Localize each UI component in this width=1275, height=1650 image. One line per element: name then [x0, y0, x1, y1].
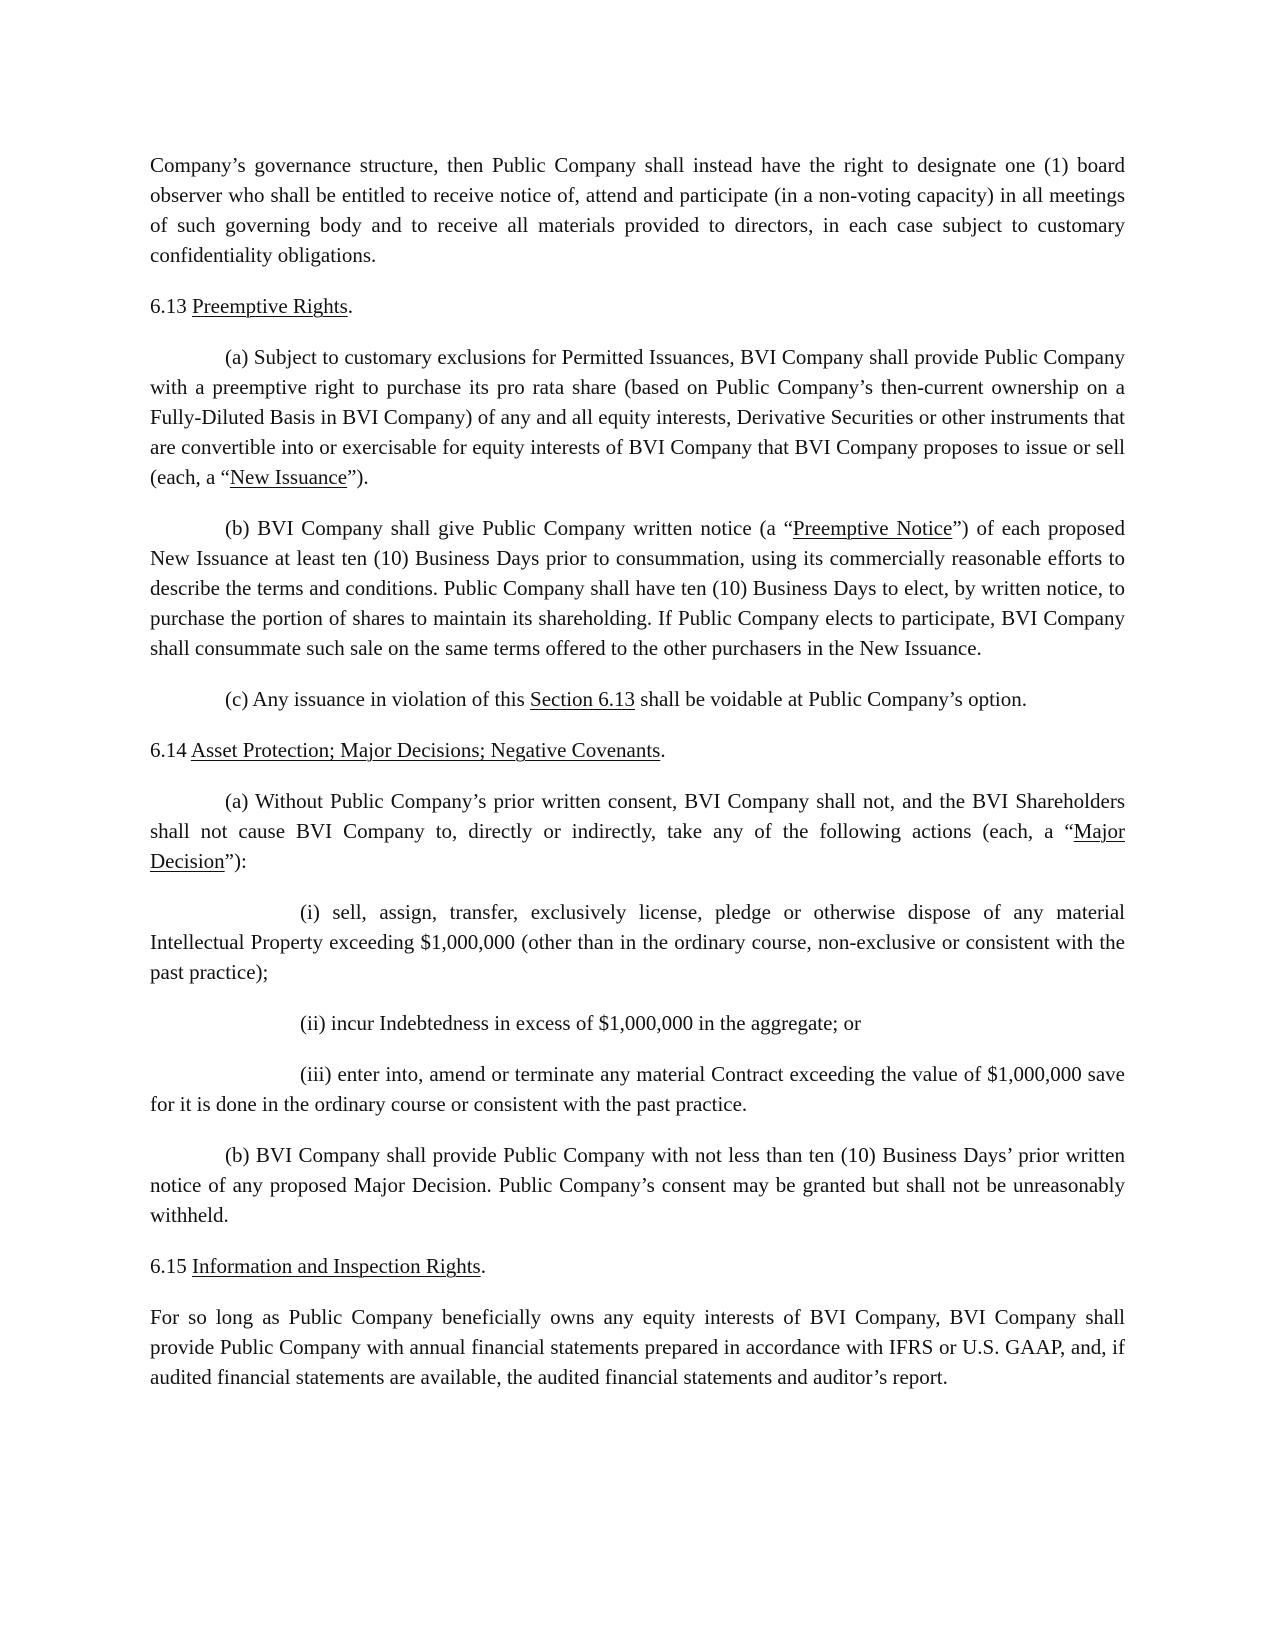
clause-text: (c) Any issuance in violation of this: [225, 687, 531, 711]
section-title: Asset Protection; Major Decisions; Negative Covenants: [190, 738, 661, 762]
clause-text: (b) BVI Company shall give Public Company written notice (a “: [225, 516, 793, 540]
clause-text: (a) Without Public Company’s prior written consent, BVI Company shall not, and the BVI Shareholders shall not cause BVI Company to, directly or indirectly, take any of the following actions (each, a “: [150, 789, 1125, 843]
defined-term-preemptive-notice: Preemptive Notice: [792, 516, 953, 540]
section-6-14-a-iii: (iii) enter into, amend or terminate any material Contract exceeding the value of $1,000,000 save for it is done in the ordinary course or consistent with the past practice.: [150, 1062, 1125, 1116]
clause-text-continued: shall be voidable at Public Company’s option.: [635, 687, 1028, 711]
section-title: Preemptive Rights: [192, 294, 348, 318]
section-6-15-heading: [150, 1251, 1125, 1281]
clause-text: (a) Subject to customary exclusions for Permitted Issuances, BVI Company shall provide Public Company with a preemptive right to purchase its pro rata share (based on Public Company’s then-current ownership on a Fully-Diluted Basis in BVI Company) of any and all equity interests, Derivative Securities or other instruments that are convertible into or exercisable for equity interests of BVI Company that BVI Company proposes to issue or sell (each, a “: [150, 345, 1125, 489]
section-6-13-b: [150, 513, 1125, 663]
section-6-14-a-i: (i) sell, assign, transfer, exclusively license, pledge or otherwise dispose of any material Intellectual Property exceeding $1,000,000 (other than in the ordinary course, non-exclusive or consistent with the past practice);: [150, 900, 1125, 984]
intro-paragraph: Company’s governance structure, then Public Company shall instead have the right to designate one (1) board observer who shall be entitled to receive notice of, attend and participate (in a non-voting capacity) in all meetings of such governing body and to receive all materials provided to directors, in each case subject to customary confidentiality obligations.: [150, 153, 1125, 267]
section-title-period: .: [347, 294, 353, 318]
section-6-13-heading: [150, 291, 1125, 321]
clause-end: ”):: [224, 849, 247, 873]
section-title-period: .: [660, 738, 666, 762]
section-title-period: .: [480, 1254, 486, 1278]
document-page: [150, 150, 1125, 1413]
section-reference: Section 6.13: [530, 687, 636, 711]
section-6-13-c: [150, 684, 1125, 714]
clause-text-continued: ”) of each proposed New Issuance at least ten (10) Business Days prior to consummation, using its commercially reasonable efforts to describe the terms and conditions. Public Company shall have ten (10) Business Days to elect, by written notice, to purchase the portion of shares to maintain its shareholding. If Public Company elects to participate, BVI Company shall consummate such sale on the same terms offered to the other purchasers in the New Issuance.: [150, 516, 1125, 660]
section-6-14-a-ii: (ii) incur Indebtedness in excess of $1,000,000 in the aggregate; or: [300, 1011, 862, 1035]
section-6-14-b: (b) BVI Company shall provide Public Company with not less than ten (10) Business Days’ prior written notice of any proposed Major Decision. Public Company’s consent may be granted but shall not be unreasonably withheld.: [150, 1143, 1125, 1227]
clause-end: ”).: [347, 465, 369, 489]
section-6-13-a: [150, 342, 1125, 492]
section-6-15-body: For so long as Public Company beneficially owns any equity interests of BVI Company, BVI Company shall provide Public Company with annual financial statements prepared in accordance with IFRS or U.S. GAAP, and, if audited financial statements are available, the audited financial statements and auditor’s report.: [150, 1305, 1125, 1389]
defined-term-new-issuance: New Issuance: [229, 465, 348, 489]
section-title: Information and Inspection Rights: [192, 1254, 481, 1278]
section-number: 6.13: [150, 294, 187, 318]
section-number: 6.15: [150, 1254, 187, 1278]
section-6-14-heading: [150, 735, 1125, 765]
section-number: 6.14: [150, 738, 187, 762]
section-6-14-a: [150, 786, 1125, 876]
defined-term-major-decision: Major Decision: [150, 819, 1125, 873]
